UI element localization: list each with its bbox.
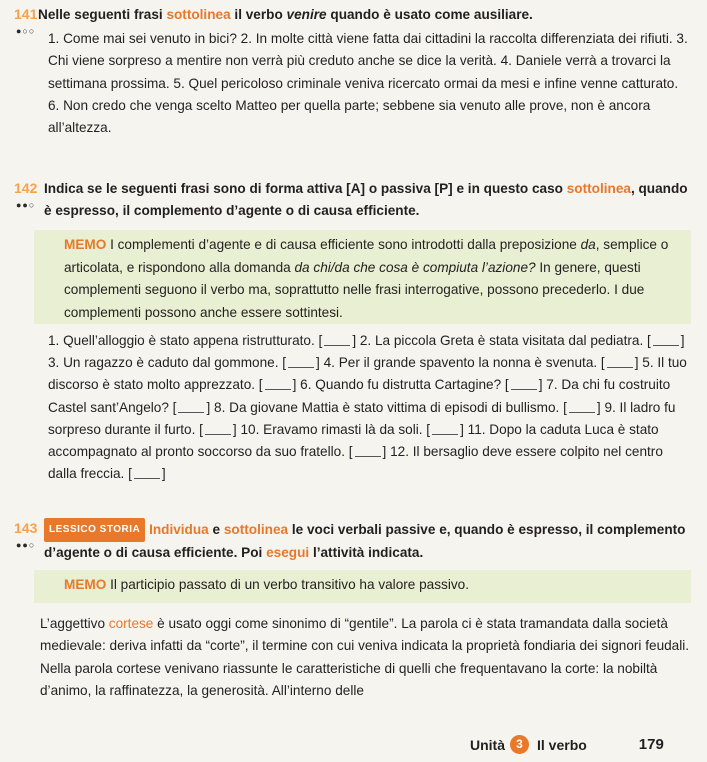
exercise-142 xyxy=(14,178,691,485)
section-tag: LESSICO STORIA xyxy=(44,518,145,542)
exercise-instruction: Nelle seguenti frasi sottolinea il verbo venire quando è usato come ausiliare. xyxy=(38,7,533,22)
memo-box: MEMO I complementi d’agente e di causa efficiente sono introdotti dalla preposizione da, semplice o articolata, e rispondono alla domanda da chi/da che cosa è compiuta l’azione? In genere, questi complementi seguono il verbo ma, soprattutto nelle frasi interrogative, possono precederlo. I due complementi possono anche essere sottintesi. xyxy=(34,230,691,324)
answer-blank[interactable] xyxy=(355,446,381,457)
unit-number-badge: 3 xyxy=(510,735,529,754)
answer-blank[interactable] xyxy=(265,379,291,390)
exercise-instruction: Indica se le seguenti frasi sono di forma attiva [A] o passiva [P] e in questo caso sottolinea, quando è espresso, il complemento d’agente o di causa efficiente. xyxy=(44,181,688,218)
answer-blank[interactable] xyxy=(134,468,160,479)
exercise-text: 1. Come mai sei venuto in bici? 2. In molte città viene fatta dai cittadini la raccolta differenziata dei rifiuti. 3. Chi viene sorpreso a mentire non verrà più creduto anche se dice la verità. 4. Daniele verrà a trovarci la settimana prossima. 5. Quel pericoloso criminale veniva ricercato ormai da mesi e infine venne catturato. 6. Non credo che venga scelto Matteo per quella parte; sebbene sia venuto alle prove, non è ancora all’altezza. xyxy=(48,31,688,136)
exercise-number: 143 xyxy=(14,520,38,536)
memo-label: MEMO xyxy=(64,237,107,252)
answer-blank[interactable] xyxy=(653,335,679,346)
answer-blank[interactable] xyxy=(178,402,204,413)
answer-blank[interactable] xyxy=(205,424,231,435)
answer-blank[interactable] xyxy=(511,379,537,390)
difficulty-dots: ●●○ xyxy=(16,540,36,550)
page-footer xyxy=(470,735,664,754)
answer-blank[interactable] xyxy=(324,335,350,346)
exercise-143 xyxy=(14,518,691,703)
reading-passage: L’aggettivo cortese è usato oggi come sinonimo di “gentile”. La parola ci è stata tramandata dalla società medievale: deriva infatti da “corte”, il termine con cui veniva indicata la proprietà fondiaria dei signori feudali. Nella parola cortese venivano riassunte le caratteristiche di quelli che frequentavano la corte: la nobiltà d’animo, la raffinatezza, la generosità. All’interno delle xyxy=(40,615,690,699)
page-number: 179 xyxy=(638,736,664,753)
unit-label: Unità xyxy=(470,736,505,753)
exercise-instruction: LESSICO STORIA Individua e sottolinea le voci verbali passive e, quando è espresso, il complemento d’agente o di causa efficiente. Poi esegui l’attività indicata. xyxy=(44,518,691,564)
exercise-number: 141 xyxy=(14,6,38,22)
answer-blank[interactable] xyxy=(569,402,595,413)
exercise-items: 1. Quell’alloggio è stato appena ristrutturato. [ ] 2. La piccola Greta è stata visitata dal pediatra. [ ] 3. Un ragazzo è caduto dal gommone. [ ] 4. Per il grande spavento la nonna è svenuta. [ ] 5. Il tuo discorso è stato molto apprezzato. [ ] 6. Quando fu distrutta Cartagine? [ ] 7. Da chi fu costruito Castel sant’Angelo? [ ] 8. Da giovane Mattia è stato vittima di episodi di bullismo. [ ] 9. Il ladro fu sorpreso durante il furto. [ ] 10. Eravamo rimasti là da soli. [ ] 11. Dopo la caduta Luca è stato accompagnato al pronto soccorso da suo fratello. [ ] 12. Il bersaglio deve essere colpito nel centro dalla freccia. [ ] xyxy=(48,333,687,482)
exercise-number: 142 xyxy=(14,180,38,196)
memo-label: MEMO xyxy=(64,577,107,592)
answer-blank[interactable] xyxy=(288,357,314,368)
memo-box: MEMO Il participio passato di un verbo transitivo ha valore passivo. xyxy=(34,570,691,603)
answer-blank[interactable] xyxy=(432,424,458,435)
difficulty-dots: ●○○ xyxy=(16,26,36,36)
answer-blank[interactable] xyxy=(607,357,633,368)
exercise-141 xyxy=(14,4,691,139)
chapter-title: Il verbo xyxy=(537,736,587,753)
difficulty-dots: ●●○ xyxy=(16,200,36,210)
